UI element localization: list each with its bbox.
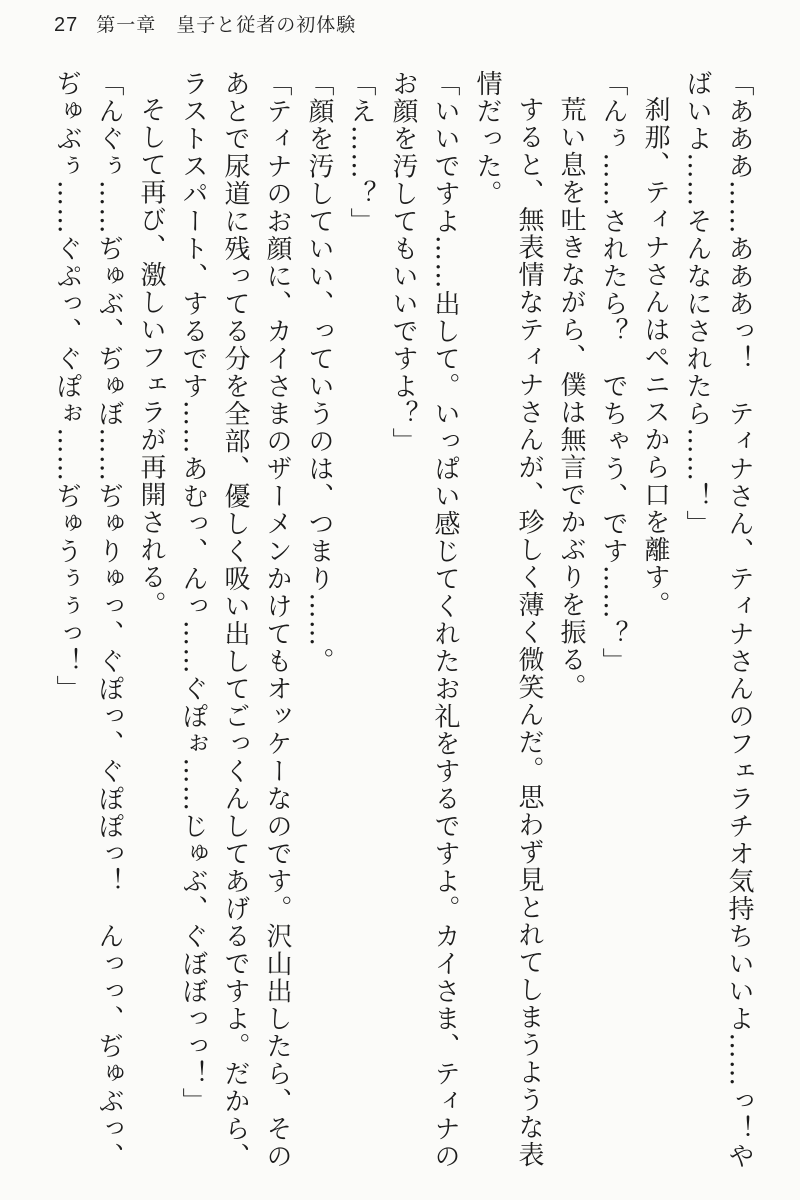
page-number: 27 xyxy=(54,14,79,36)
body-text xyxy=(44,70,760,1176)
paragraph-dialogue-6: 「ティナのお顔に、カイさまのザーメンかけてもオッケーなのです。沢山出したら、そのあとで尿道に残ってる分を全部、優しく吸い出してごっくんしてあげるですよ。だから、ラストスパート、するです……あむっ、んっ……ぐぽぉ……じゅぶ、ぐぼぼっっ！」 xyxy=(178,70,292,1170)
paragraph-dialogue-2: 「んぅ……されたら？ でちゃう、です……？」 xyxy=(598,70,628,675)
paragraph-dialogue-5: 「顔を汚していい、っていうのは、つまり……。 xyxy=(304,70,334,675)
paragraph-dialogue-3: 「いいですよ……出して。いっぱい感じてくれたお礼をするですよ。カイさま、ティナのお顔を汚してもいいですよ？」 xyxy=(388,70,460,1170)
chapter-title: 第一章 皇子と従者の初体験 xyxy=(96,15,357,36)
paragraph-narration-3: すると、無表情なティナさんが、珍しく薄く微笑んだ。思わず見とれてしまうような表情だった。 xyxy=(472,70,544,1169)
paragraph-dialogue-4: 「え……？」 xyxy=(346,70,376,235)
paragraph-dialogue-1: 「あああ……あああっ！ ティナさん、ティナさんのフェラチオ気持ちいいよ……っ！やばいよ……そんなにされたら……！」 xyxy=(682,70,754,1170)
paragraph-dialogue-7: 「んぐぅ……ぢゅぶ、ぢゅぼ……ぢゅりゅっ、ぐぽっ、ぐぽぽっ！ んっっ、ぢゅぶっ、ぢゅぶぅ……ぐぷっ、ぐぽぉ……ぢゅうぅぅっ！」 xyxy=(52,70,124,1170)
page-header xyxy=(54,10,356,37)
paragraph-narration-4: そして再び、激しいフェラが再開される。 xyxy=(136,96,166,619)
paragraph-narration-1: 刹那、ティナさんはペニスから口を離す。 xyxy=(640,96,670,619)
paragraph-narration-2: 荒い息を吐きながら、僕は無言でかぶりを振る。 xyxy=(556,96,586,701)
